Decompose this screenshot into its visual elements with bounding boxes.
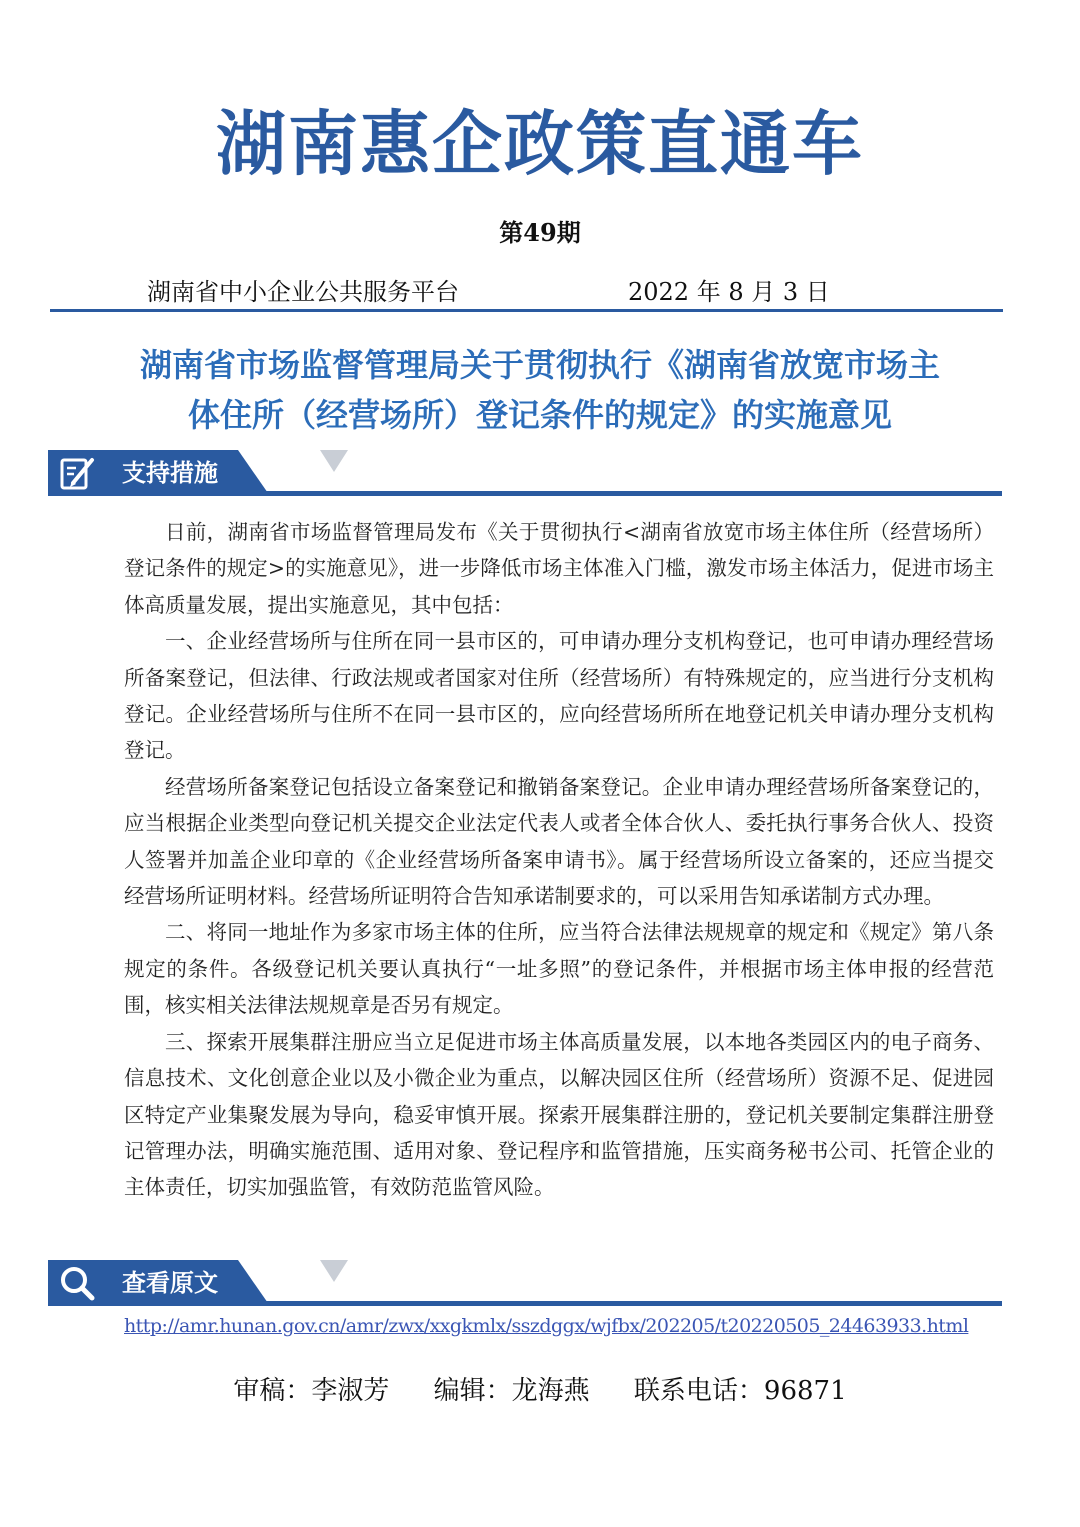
document-title-line-2: 体住所（经营场所）登记条件的规定》的实施意见 [187, 396, 892, 434]
reviewer-credit: 审稿：李淑芳 [233, 1376, 390, 1406]
contact-phone: 联系电话：96871 [633, 1376, 847, 1406]
document-title [60, 340, 1020, 440]
paragraph-item-3: 三、探索开展集群注册应当立足促进市场主体高质量发展，以本地各类园区内的电子商务、信息技术、文化创意企业以及小微企业为重点，以解决园区住所（经营场所）资源不足、促进园区特定产业集聚发展为导向，稳妥审慎开展。探索开展集群注册的，登记机关要制定集群注册登记管理办法，明确实施范围、适用对象、登记程序和监管措施，压实商务秘书公司、托管企业的主体责任，切实加强监管，有效防范监管风险。 [124, 1029, 994, 1200]
publisher-name: 湖南省中小企业公共服务平台 [147, 278, 459, 306]
magnifier-icon [58, 1264, 96, 1302]
paragraph-intro: 日前，湖南省市场监督管理局发布《关于贯彻执行<湖南省放宽市场主体住所（经营场所）登记条件的规定>的实施意见》，进一步降低市场主体准入门槛，激发市场主体活力，促进市场主体高质量发展，提出实施意见，其中包括： [124, 520, 994, 617]
article-body [124, 514, 994, 1206]
section-label: 支持措施 [122, 459, 218, 487]
header-divider [50, 309, 1003, 312]
editor-credit: 编辑：龙海燕 [433, 1376, 590, 1406]
section-triangle-marker [320, 1260, 348, 1282]
pencil-paper-icon [58, 454, 96, 492]
section-triangle-marker [320, 450, 348, 472]
section-label: 查看原文 [122, 1269, 218, 1297]
section-header-view-original [48, 1260, 1002, 1306]
section-header-support-measures [48, 450, 1002, 496]
masthead-title: 湖南惠企政策直通车 [216, 103, 864, 185]
paragraph-item-2: 二、将同一地址作为多家市场主体的住所，应当符合法律法规规章的规定和《规定》第八条规定的条件。各级登记机关要认真执行“一址多照”的登记条件，并根据市场主体申报的经营范围，核实相关法律法规规章是否另有规定。 [124, 920, 994, 1018]
issue-number: 第49期 [499, 218, 581, 247]
document-title-line-1: 湖南省市场监督管理局关于贯彻执行《湖南省放宽市场主 [139, 346, 940, 384]
source-link[interactable]: http://amr.hunan.gov.cn/amr/zwx/xxgkmlx/sszdggx/wjfbx/202205/t20220505_24463933.html [124, 1315, 969, 1337]
paragraph-item-1-detail: 经营场所备案登记包括设立备案登记和撤销备案登记。企业申请办理经营场所备案登记的，应当根据企业类型向登记机关提交企业法定代表人或者全体合伙人、委托执行事务合伙人、投资人签署并加盖企业印章的《企业经营场所备案申请书》。属于经营场所设立备案的，还应当提交经营场所证明材料。经营场所证明符合告知承诺制要求的，可以采用告知承诺制方式办理。 [124, 774, 994, 909]
paragraph-item-1: 一、企业经营场所与住所在同一县市区的，可申请办理分支机构登记，也可申请办理经营场所备案登记，但法律、行政法规或者国家对住所（经营场所）有特殊规定的，应当进行分支机构登记。企业经营场所与住所不在同一县市区的，应向经营场所所在地登记机关申请办理分支机构登记。 [124, 629, 994, 763]
credits-line [0, 1370, 1080, 1407]
publish-date: 2022 年 8 月 3 日 [628, 278, 830, 306]
